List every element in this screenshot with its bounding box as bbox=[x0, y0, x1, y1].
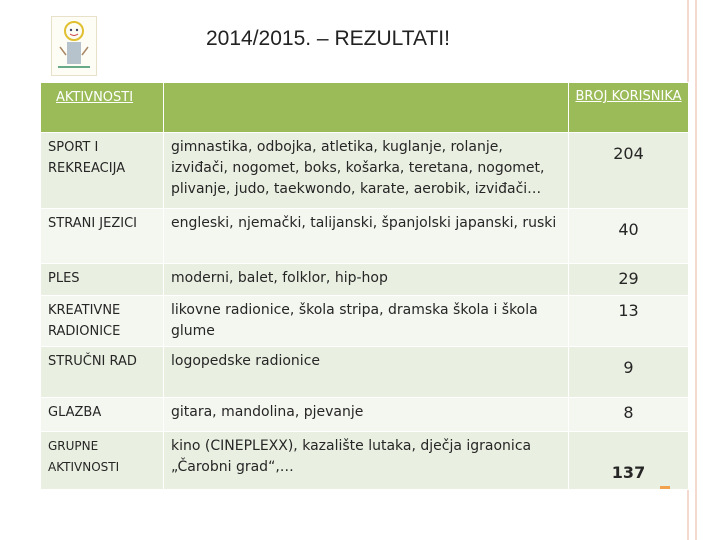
row-users: 9 bbox=[569, 347, 689, 398]
row-users: 8 bbox=[569, 398, 689, 432]
row-category: PLES bbox=[41, 264, 164, 296]
row-category: STRANI JEZICI bbox=[41, 209, 164, 264]
row-category: GRUPNE AKTIVNOSTI bbox=[41, 432, 164, 490]
row-users: 137 bbox=[569, 432, 689, 490]
row-users: 204 bbox=[569, 133, 689, 209]
table-header-row bbox=[41, 83, 689, 133]
table-row bbox=[41, 296, 689, 347]
row-users: 13 bbox=[569, 296, 689, 347]
row-activities: gitara, mandolina, pjevanje bbox=[164, 398, 569, 432]
row-activities: gimnastika, odbojka, atletika, kuglanje, rolanje, izviđači, nogomet, boks, košarka, teretana, nogomet, plivanje, judo, taekwondo, karate, aerobik, izviđači… bbox=[164, 133, 569, 209]
table-row bbox=[41, 398, 689, 432]
row-users: 29 bbox=[569, 264, 689, 296]
row-activities: kino (CINEPLEXX), kazalište lutaka, dječja igraonica „Čarobni grad“,… bbox=[164, 432, 569, 490]
row-activities: engleski, njemački, talijanski, španjolski japanski, ruski bbox=[164, 209, 569, 264]
header-activities: AKTIVNOSTI bbox=[41, 83, 164, 133]
row-activities: logopedske radionice bbox=[164, 347, 569, 398]
row-users: 40 bbox=[569, 209, 689, 264]
corner-mark bbox=[660, 486, 670, 489]
row-activities: likovne radionice, škola stripa, dramska škola i škola glume bbox=[164, 296, 569, 347]
row-category: STRUČNI RAD bbox=[41, 347, 164, 398]
logo bbox=[51, 16, 97, 76]
table-row bbox=[41, 209, 689, 264]
row-category: GLAZBA bbox=[41, 398, 164, 432]
row-activities: moderni, balet, folklor, hip-hop bbox=[164, 264, 569, 296]
table-row bbox=[41, 432, 689, 490]
header-users: BROJ KORISNIKA bbox=[569, 83, 689, 133]
results-table bbox=[40, 82, 689, 490]
logo-drawing bbox=[52, 17, 96, 75]
table-row bbox=[41, 133, 689, 209]
page-title: 2014/2015. – REZULTATI! bbox=[206, 27, 450, 50]
row-category: SPORT I REKREACIJA bbox=[41, 133, 164, 209]
table-row bbox=[41, 347, 689, 398]
header-empty bbox=[164, 83, 569, 133]
row-category: KREATIVNE RADIONICE bbox=[41, 296, 164, 347]
frame-line-right bbox=[695, 0, 697, 540]
table-row bbox=[41, 264, 689, 296]
